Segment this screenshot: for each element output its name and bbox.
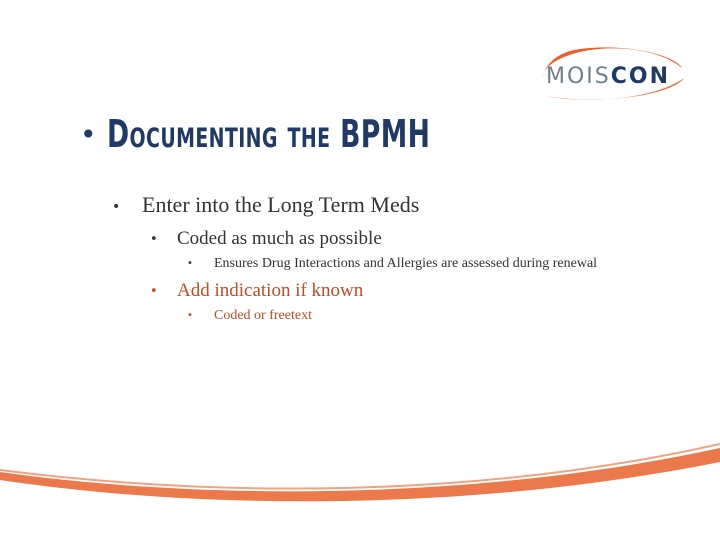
- bullet-text: Ensures Drug Interactions and Allergies are assessed during renewal: [214, 256, 598, 271]
- bottom-swoosh-decoration: [0, 440, 720, 540]
- bullet-marker: •: [150, 284, 158, 300]
- moiscon-logo: [524, 38, 690, 104]
- bullet-marker: •: [187, 310, 193, 322]
- bullet-text: Enter into the Long Term Meds: [142, 192, 420, 217]
- logo-text-con: CON: [610, 64, 671, 89]
- bullet-marker: •: [187, 258, 193, 270]
- logo-wordmark: [546, 64, 670, 89]
- bullet-level2-highlight: [150, 280, 363, 302]
- title-text: Documenting the BPMH: [106, 112, 430, 156]
- bullet-text: Coded or freetext: [214, 308, 312, 323]
- slide-title: [80, 112, 521, 156]
- bullet-level3: [187, 256, 597, 272]
- bullet-text: Coded as much as possible: [177, 228, 382, 249]
- bullet-text: Add indication if known: [177, 280, 364, 301]
- bullet-marker: •: [112, 198, 121, 215]
- bullet-marker: •: [150, 232, 158, 248]
- logo-text-mois: MOIS: [546, 64, 611, 89]
- bullet-level2: [150, 228, 382, 250]
- bullet-level3-highlight: [187, 308, 312, 324]
- bullet-level1: [112, 192, 419, 218]
- title-bullet: •: [80, 117, 97, 151]
